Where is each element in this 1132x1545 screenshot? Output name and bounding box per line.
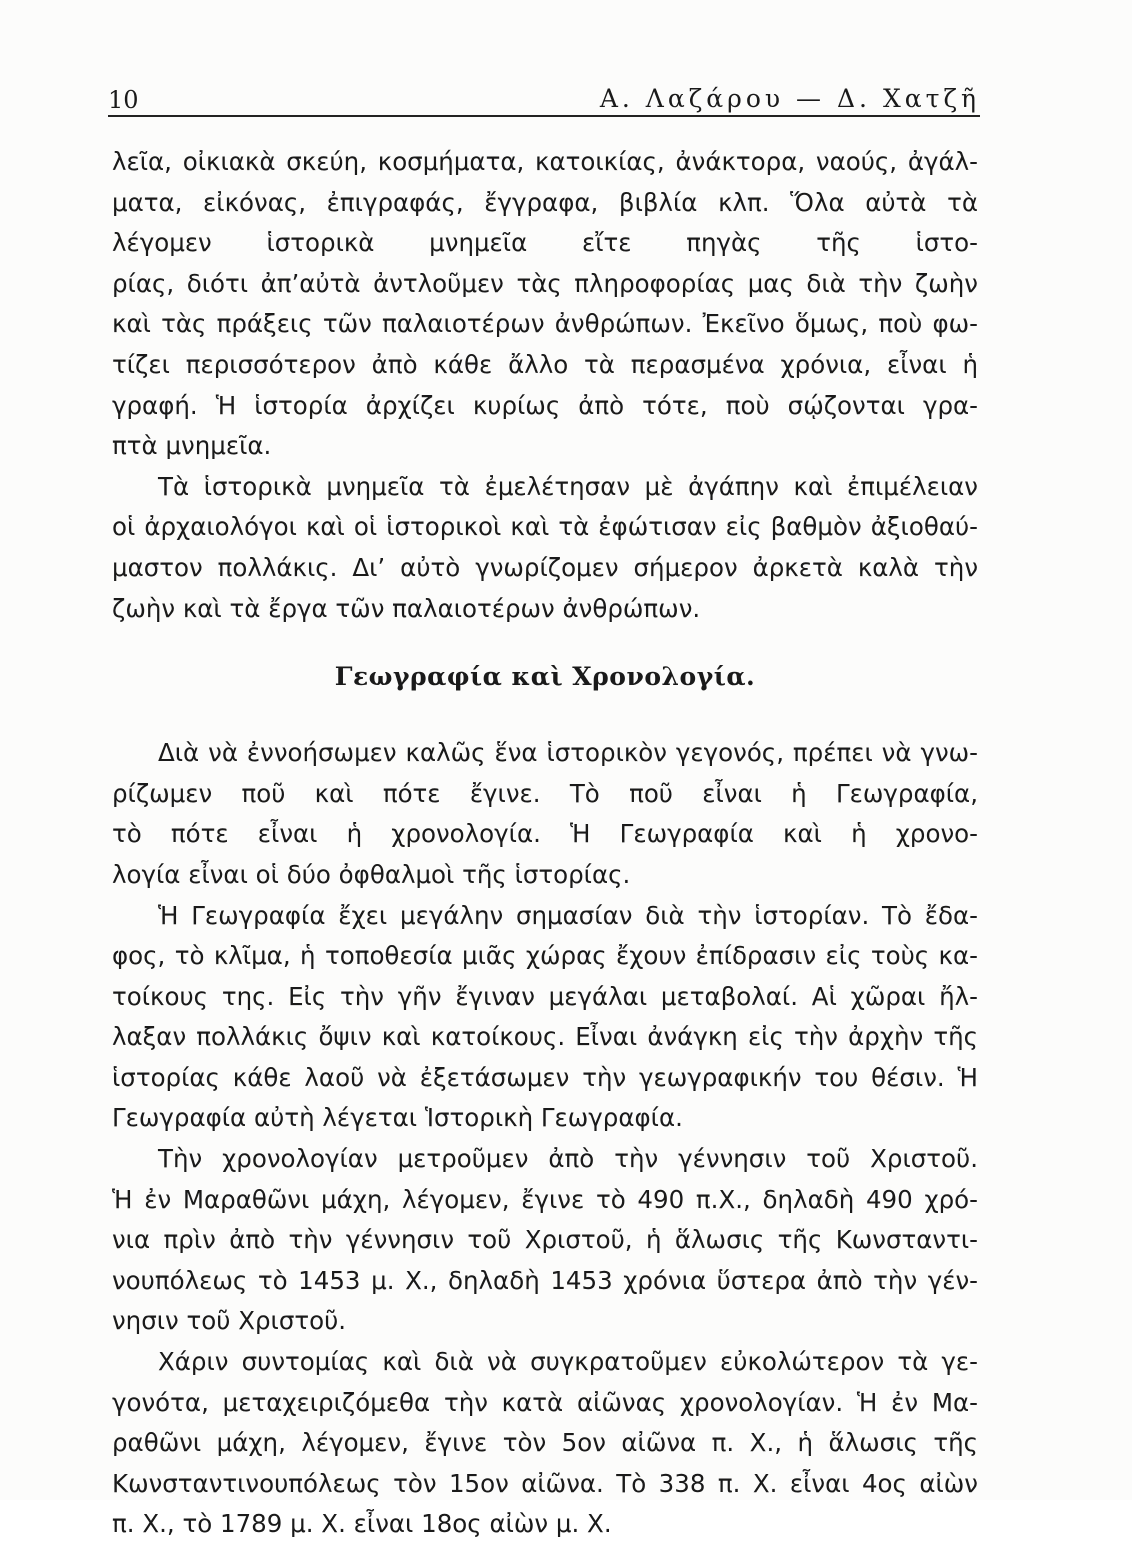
- text-line: Κωνσταντινουπόλεως τὸν 15ον αἰῶνα. Τὸ 338 π. Χ. εἶναι 4ος αἰὼν: [112, 1468, 978, 1498]
- text-line: πτὰ μνημεῖα.: [112, 431, 272, 461]
- paragraph-1: [112, 142, 978, 467]
- text-line: φος, τὸ κλῖμα, ἡ τοποθεσία μιᾶς χώρας ἔχουν ἐπίδρασιν εἰς τοὺς κα-: [112, 941, 978, 971]
- section-paragraph-1: [112, 733, 978, 895]
- text-line: Τὴν χρονολογίαν μετροῦμεν ἀπὸ τὴν γέννησιν τοῦ Χριστοῦ.: [158, 1144, 978, 1174]
- text-line: Γεωγραφία αὐτὴ λέγεται Ἱστορικὴ Γεωγραφία.: [112, 1103, 683, 1133]
- text-line: γονότα, μεταχειριζόμεθα τὴν κατὰ αἰῶνας χρονολογίαν. Ἡ ἐν Μα-: [112, 1387, 978, 1417]
- header-rule: [108, 115, 980, 117]
- text-line: Χάριν συντομίας καὶ διὰ νὰ συγκρατοῦμεν εὐκολώτερον τὰ γε-: [158, 1347, 978, 1377]
- text-line: λεῖα, οἰκιακὰ σκεύη, κοσμήματα, κατοικίας, ἀνάκτορα, ναούς, ἀγάλ-: [112, 147, 978, 176]
- text-line: Ἡ Γεωγραφία ἔχει μεγάλην σημασίαν διὰ τὴν ἱστορίαν. Τὸ ἔδα-: [158, 900, 978, 930]
- page-header: [108, 78, 980, 118]
- paragraph-2: [112, 467, 978, 629]
- text-line: ρίζωμεν ποῦ καὶ πότε ἔγινε. Τὸ ποῦ εἶναι ἡ Γεωγραφία,: [112, 778, 978, 808]
- text-line: νουπόλεως τὸ 1453 μ. Χ., δηλαδὴ 1453 χρόνια ὕστερα ἀπὸ τὴν γέν-: [112, 1265, 978, 1295]
- text-line: τίζει περισσότερον ἀπὸ κάθε ἄλλο τὰ περασμένα χρόνια, εἶναι ἡ: [112, 349, 978, 379]
- text-body: [112, 142, 978, 1545]
- text-line: Διὰ νὰ ἐννοήσωμεν καλῶς ἕνα ἱστορικὸν γεγονός, πρέπει νὰ γνω-: [158, 738, 978, 768]
- section-paragraph-3: [112, 1139, 978, 1342]
- text-line: καὶ τὰς πράξεις τῶν παλαιοτέρων ἀνθρώπων. Ἐκεῖνο ὅμως, ποὺ φω-: [112, 309, 978, 339]
- text-line: μαστον πολλάκις. Δι’ αὐτὸ γνωρίζομεν σήμερον ἀρκετὰ καλὰ τὴν: [112, 552, 978, 582]
- page-number: 10: [108, 86, 139, 114]
- text-line: ἱστορίας κάθε λαοῦ νὰ ἐξετάσωμεν τὴν γεωγραφικήν του θέσιν. Ἡ: [112, 1062, 978, 1092]
- text-line: λέγομεν ἱστορικὰ μνημεῖα εἴτε πηγὰς τῆς ἱστο-: [112, 228, 978, 258]
- running-head: Α. Λαζάρου — Δ. Χατζῆ: [599, 84, 980, 113]
- text-line: ζωὴν καὶ τὰ ἔργα τῶν παλαιοτέρων ἀνθρώπων.: [112, 593, 701, 623]
- text-line: ρίας, διότι ἀπ’αὐτὰ ἀντλοῦμεν τὰς πληροφορίας μας διὰ τὴν ζωὴν: [112, 268, 978, 298]
- text-line: νια πρὶν ἀπὸ τὴν γέννησιν τοῦ Χριστοῦ, ἡ ἅλωσις τῆς Κωνσταντι-: [112, 1225, 978, 1255]
- section-paragraph-2: [112, 896, 978, 1140]
- text-line: ματα, εἰκόνας, ἐπιγραφάς, ἔγγραφα, βιβλία κλπ. Ὅλα αὐτὰ τὰ: [112, 187, 978, 217]
- text-line: τὸ πότε εἶναι ἡ χρονολογία. Ἡ Γεωγραφία καὶ ἡ χρονο-: [112, 819, 978, 849]
- text-line: τοίκους της. Εἰς τὴν γῆν ἔγιναν μεγάλαι μεταβολαί. Αἱ χῶραι ἤλ-: [112, 981, 978, 1011]
- text-line: Ἡ ἐν Μαραθῶνι μάχη, λέγομεν, ἔγινε τὸ 490 π.Χ., δηλαδὴ 490 χρό-: [112, 1184, 978, 1214]
- text-line: γραφή. Ἡ ἱστορία ἀρχίζει κυρίως ἀπὸ τότε, ποὺ σῴζονται γρα-: [112, 390, 978, 420]
- text-line: ραθῶνι μάχη, λέγομεν, ἔγινε τὸν 5ον αἰῶνα π. Χ., ἡ ἅλωσις τῆς: [112, 1428, 978, 1458]
- text-line: Τὰ ἱστορικὰ μνημεῖα τὰ ἐμελέτησαν μὲ ἀγάπην καὶ ἐπιμέλειαν: [158, 471, 978, 501]
- text-line: λογία εἶναι οἱ δύο ὀφθαλμοὶ τῆς ἱστορίας.: [112, 859, 631, 889]
- text-line: λαξαν πολλάκις ὄψιν καὶ κατοίκους. Εἶναι ἀνάγκη εἰς τὴν ἀρχὴν τῆς: [112, 1022, 978, 1052]
- text-line: νησιν τοῦ Χριστοῦ.: [112, 1306, 347, 1336]
- section-paragraph-4: [112, 1342, 978, 1545]
- section-heading: Γεωγραφία καὶ Χρονολογία.: [334, 662, 756, 692]
- text-line: π. Χ., τὸ 1789 μ. Χ. εἶναι 18ος αἰὼν μ. Χ.: [112, 1509, 612, 1539]
- text-line: οἱ ἀρχαιολόγοι καὶ οἱ ἱστορικοὶ καὶ τὰ ἐφώτισαν εἰς βαθμὸν ἀξιοθαύ-: [112, 512, 978, 542]
